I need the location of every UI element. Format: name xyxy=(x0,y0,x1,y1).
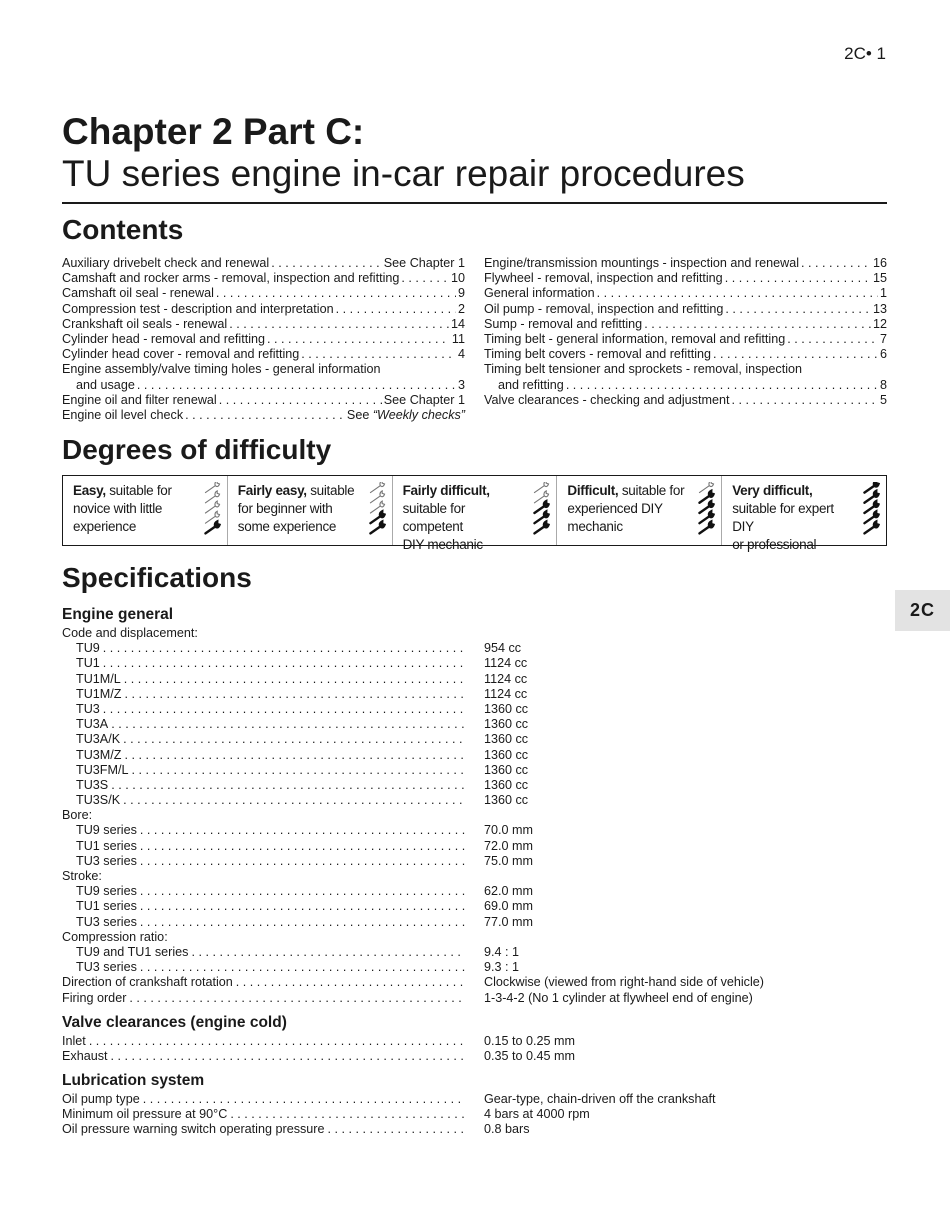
spec-label: TU1 series xyxy=(76,838,137,853)
contents-entry[interactable] xyxy=(62,286,465,301)
spec-value: 0.35 to 0.45 mm xyxy=(484,1048,576,1063)
spec-label-cell xyxy=(62,1092,465,1107)
spec-row xyxy=(62,808,887,823)
spec-label-cell xyxy=(62,915,465,930)
spec-label: TU9 xyxy=(76,641,100,656)
spec-row xyxy=(62,975,887,990)
wrench-rating-icon xyxy=(695,482,717,538)
contents-entry-label: Engine oil level check xyxy=(62,408,184,423)
difficulty-box xyxy=(62,475,887,552)
spec-label-cell xyxy=(62,884,465,899)
spec-label: TU9 series xyxy=(76,884,137,899)
contents-entry-ref: 14 xyxy=(450,316,465,331)
spec-label: Inlet xyxy=(62,1033,86,1048)
spec-value: 1124 cc xyxy=(484,671,528,686)
difficulty-line-1 xyxy=(238,482,362,500)
contents-entry[interactable] xyxy=(62,317,465,332)
contents-entry[interactable] xyxy=(484,362,887,377)
leader-dots xyxy=(140,960,465,975)
spec-section-title: Valve clearances (engine cold) xyxy=(62,1013,287,1031)
spec-row xyxy=(62,1107,887,1122)
leader-dots xyxy=(140,899,465,914)
contents-entry-ref: 4 xyxy=(457,347,465,362)
contents-entry-label: Flywheel - removal, inspection and refitting xyxy=(484,271,723,286)
leader-dots xyxy=(131,763,465,778)
contents-entry-label: Crankshaft oil seals - renewal xyxy=(62,316,228,331)
contents-entry-ref: 6 xyxy=(879,347,887,362)
leader-dots xyxy=(191,945,465,960)
spec-label-cell xyxy=(62,641,465,656)
leader-dots xyxy=(267,332,450,347)
contents-entry-ref: 11 xyxy=(451,332,465,347)
contents-entry-ref: 3 xyxy=(457,377,465,392)
spec-label: TU3 xyxy=(76,701,100,716)
contents-entry-label: Cylinder head cover - removal and refitting xyxy=(62,347,300,362)
spec-label-cell xyxy=(62,945,465,960)
leader-dots xyxy=(801,256,871,271)
spec-row xyxy=(62,1049,887,1064)
wrench-rating-icon xyxy=(201,482,223,538)
spec-value: 1360 cc xyxy=(484,793,529,808)
ref-italic: “Weekly checks” xyxy=(372,408,465,423)
leader-dots xyxy=(725,271,871,286)
contents-entry-label: Camshaft and rocker arms - removal, inspection and refitting xyxy=(62,271,400,286)
spec-row xyxy=(62,823,887,838)
spec-label-cell xyxy=(62,899,465,914)
spec-value: 70.0 mm xyxy=(484,823,533,838)
leader-dots xyxy=(124,748,465,763)
spec-label: Stroke: xyxy=(62,869,102,883)
spec-label: TU3S xyxy=(76,777,109,792)
contents-entry-label: Timing belt - general information, removal and refitting xyxy=(484,332,786,347)
spec-label: Exhaust xyxy=(62,1048,108,1063)
difficulty-line-3: experience xyxy=(73,519,137,534)
spec-row xyxy=(62,656,887,671)
contents-entry-label: Oil pump - removal, inspection and refitting xyxy=(484,301,724,316)
difficulty-line-3: or professional xyxy=(732,537,817,552)
spec-row xyxy=(62,717,887,732)
contents-entry[interactable] xyxy=(484,256,887,271)
spec-value: 1360 cc xyxy=(484,717,529,732)
spec-row xyxy=(62,960,887,975)
spec-label-cell xyxy=(62,975,465,990)
spec-value: 0.15 to 0.25 mm xyxy=(484,1033,576,1048)
spec-value: Gear-type, chain-driven off the crankshaft xyxy=(484,1092,716,1107)
wrench-rating-icon xyxy=(860,482,882,538)
contents-left-column xyxy=(62,256,465,423)
difficulty-line-1 xyxy=(403,482,527,500)
leader-dots xyxy=(301,347,456,362)
leader-dots xyxy=(401,271,449,286)
spec-label: Code and displacement: xyxy=(62,626,198,640)
contents-entry[interactable] xyxy=(484,286,887,301)
difficulty-level xyxy=(721,476,886,552)
spec-label: Minimum oil pressure at 90°C xyxy=(62,1107,228,1122)
difficulty-line-3: DIY mechanic xyxy=(402,537,483,552)
contents-entry[interactable] xyxy=(484,378,887,393)
spec-label-cell xyxy=(62,839,465,854)
spec-row xyxy=(62,1122,887,1137)
spec-value: 4 bars at 4000 rpm xyxy=(484,1107,590,1122)
contents-entry-label: Sump - removal and refitting xyxy=(484,316,643,331)
difficulty-line-2: suitable for expert DIY xyxy=(732,501,834,534)
leader-dots xyxy=(124,672,465,687)
leader-dots xyxy=(140,915,465,930)
contents-entry-label: Engine oil and filter renewal xyxy=(62,392,217,407)
spec-label: Bore: xyxy=(62,808,93,823)
wrench-rating-icon xyxy=(366,482,388,538)
spec-value: 1124 cc xyxy=(484,686,528,701)
spec-row xyxy=(62,641,887,656)
difficulty-name: Very difficult, xyxy=(732,483,813,498)
spec-label: TU1M/L xyxy=(76,671,121,686)
spec-label: TU3 series xyxy=(76,960,137,975)
spec-value: 69.0 mm xyxy=(484,899,533,914)
spec-row xyxy=(62,778,887,793)
leader-dots xyxy=(123,793,465,808)
contents-entry-label: Timing belt covers - removal and refitting xyxy=(484,347,712,362)
spec-section-title: Engine general xyxy=(62,606,174,623)
contents-entry-ref: 13 xyxy=(872,301,887,316)
leader-dots xyxy=(111,717,465,732)
contents-entry-label: and usage xyxy=(76,377,135,392)
contents-right-column xyxy=(484,256,887,408)
spec-label: TU1 series xyxy=(76,899,137,914)
spec-label: TU3A/K xyxy=(76,732,121,747)
spec-label-cell xyxy=(62,1122,465,1137)
contents-entry-label: Auxiliary drivebelt check and renewal xyxy=(62,256,270,270)
spec-row xyxy=(62,687,887,702)
difficulty-level xyxy=(227,476,392,545)
difficulty-heading: Degrees of difficulty xyxy=(62,434,332,465)
contents-entry-label: Camshaft oil seal - renewal xyxy=(62,286,214,301)
difficulty-level xyxy=(392,476,557,552)
contents-entry[interactable] xyxy=(484,393,887,408)
contents-entry-ref: 15 xyxy=(872,271,887,286)
spec-label: Oil pressure warning switch operating pressure xyxy=(62,1122,325,1137)
leader-dots xyxy=(185,408,345,423)
spec-row xyxy=(62,854,887,869)
spec-label-cell xyxy=(62,960,465,975)
leader-dots xyxy=(124,687,465,702)
contents-entry[interactable] xyxy=(484,317,887,332)
spec-row xyxy=(62,899,887,914)
spec-value: 1360 cc xyxy=(484,747,529,762)
spec-label: Direction of crankshaft rotation xyxy=(62,975,233,990)
spec-label: TU1M/Z xyxy=(76,686,122,701)
spec-label-cell xyxy=(62,808,465,823)
contents-entry[interactable] xyxy=(62,393,465,408)
leader-dots xyxy=(140,839,465,854)
contents-entry-ref: 8 xyxy=(879,377,887,392)
leader-dots xyxy=(129,991,465,1006)
contents-entry-ref: 1 xyxy=(879,286,887,301)
leader-dots xyxy=(219,393,382,408)
specifications-heading: Specifications xyxy=(62,562,252,593)
difficulty-line-1 xyxy=(73,482,197,500)
spec-label: TU9 and TU1 series xyxy=(76,944,189,959)
leader-dots xyxy=(140,823,465,838)
spec-label-cell xyxy=(62,869,465,884)
spec-label: TU9 series xyxy=(76,823,137,838)
difficulty-name: Fairly difficult, xyxy=(402,483,490,498)
difficulty-line-2: experienced DIY xyxy=(567,501,663,516)
spec-label-cell xyxy=(62,626,465,641)
spec-value: 1360 cc xyxy=(484,732,529,747)
contents-entry[interactable] xyxy=(484,332,887,347)
leader-dots xyxy=(89,1034,465,1049)
spec-value: 1360 cc xyxy=(484,762,529,777)
leader-dots xyxy=(140,884,465,899)
leader-dots xyxy=(328,1122,466,1137)
difficulty-line-2: for beginner with xyxy=(237,501,333,516)
spec-label: TU3 series xyxy=(76,914,137,929)
difficulty-line-1 xyxy=(732,482,856,500)
spec-value: 75.0 mm xyxy=(484,853,533,868)
spec-label: TU3A xyxy=(76,717,109,732)
spec-label-cell xyxy=(62,702,465,717)
leader-dots xyxy=(111,778,465,793)
leader-dots xyxy=(140,854,465,869)
spec-label-cell xyxy=(62,778,465,793)
contents-entry-ref: 9 xyxy=(457,286,465,301)
wrench-rating-icon xyxy=(530,482,552,538)
spec-value: 77.0 mm xyxy=(484,914,533,929)
contents-entry[interactable] xyxy=(62,256,465,271)
spec-label-cell xyxy=(62,930,465,945)
leader-dots xyxy=(713,347,878,362)
leader-dots xyxy=(336,302,456,317)
chapter-subtitle: TU series engine in-car repair procedures xyxy=(62,153,745,194)
spec-label-cell xyxy=(62,687,465,702)
spec-label-cell xyxy=(62,656,465,671)
spec-row xyxy=(62,626,887,641)
contents-entry-label: Engine/transmission mountings - inspection and renewal xyxy=(484,256,800,270)
spec-value: 1360 cc xyxy=(484,701,529,716)
leader-dots xyxy=(137,378,456,393)
contents-entry[interactable] xyxy=(62,332,465,347)
spec-value: 62.0 mm xyxy=(484,884,533,899)
difficulty-line-3: mechanic xyxy=(567,519,623,534)
contents-entry-ref: 2 xyxy=(457,301,465,316)
spec-row xyxy=(62,1092,887,1107)
chapter-title: Chapter 2 Part C: xyxy=(62,111,365,152)
contents-entry-label: Engine assembly/valve timing holes - general information xyxy=(62,362,381,377)
contents-entry-label: Timing belt tensioner and sprockets - removal, inspection xyxy=(484,362,803,377)
contents-entry-ref: See Chapter 1 xyxy=(383,392,465,407)
contents-entry-label: Cylinder head - removal and refitting xyxy=(62,332,266,347)
spec-row xyxy=(62,945,887,960)
contents-entry[interactable] xyxy=(62,378,465,393)
contents-entry[interactable] xyxy=(484,271,887,286)
leader-dots xyxy=(216,286,456,301)
spec-label-cell xyxy=(62,823,465,838)
spec-row xyxy=(62,839,887,854)
contents-entry[interactable] xyxy=(62,362,465,377)
spec-value: 0.8 bars xyxy=(484,1122,530,1137)
spec-value: Clockwise (viewed from right-hand side of vehicle) xyxy=(484,975,764,990)
difficulty-line-2: suitable for competent xyxy=(402,501,466,534)
leader-dots xyxy=(103,656,465,671)
leader-dots xyxy=(271,256,382,271)
spec-value: 1124 cc xyxy=(484,656,528,671)
contents-entry-label: Compression test - description and interpretation xyxy=(62,301,334,316)
spec-label: TU3 series xyxy=(76,853,137,868)
contents-entry[interactable] xyxy=(62,347,465,362)
leader-dots xyxy=(123,732,465,747)
spec-row xyxy=(62,793,887,808)
contents-entry-ref: 7 xyxy=(879,332,887,347)
spec-section-title: Lubrication system xyxy=(62,1072,205,1090)
contents-entry-ref: 5 xyxy=(879,392,887,407)
spec-label-cell xyxy=(62,763,465,778)
leader-dots xyxy=(597,286,878,301)
spec-row xyxy=(62,930,887,945)
spec-label: Firing order xyxy=(62,990,127,1005)
spec-value: 9.4 : 1 xyxy=(484,944,520,959)
leader-dots xyxy=(143,1092,465,1107)
spec-row xyxy=(62,732,887,747)
leader-dots xyxy=(787,332,878,347)
contents-entry[interactable] xyxy=(62,302,465,317)
spec-row xyxy=(62,748,887,763)
spec-label-cell xyxy=(62,793,465,808)
spec-value: 72.0 mm xyxy=(484,838,533,853)
difficulty-line-3: some experience xyxy=(237,519,337,534)
spec-row xyxy=(62,763,887,778)
spec-label: TU3FM/L xyxy=(76,762,129,777)
contents-entry-ref: 16 xyxy=(872,256,887,270)
spec-value: 1360 cc xyxy=(484,777,529,792)
leader-dots xyxy=(103,641,465,656)
spec-row xyxy=(62,884,887,899)
contents-entry-ref: 10 xyxy=(450,271,465,286)
spec-label-cell xyxy=(62,732,465,747)
page-number: 2C• 1 xyxy=(844,44,886,63)
difficulty-name: Difficult, xyxy=(567,483,619,498)
specifications-body xyxy=(62,598,887,1138)
difficulty-desc: suitable for xyxy=(618,483,685,498)
spec-label-cell xyxy=(62,854,465,869)
spec-row xyxy=(62,915,887,930)
contents-entry-ref: 12 xyxy=(872,316,887,331)
difficulty-line-1 xyxy=(567,482,691,500)
spec-row xyxy=(62,672,887,687)
contents-entry-label: General information xyxy=(484,286,595,301)
spec-label-cell xyxy=(62,1034,465,1049)
spec-label-cell xyxy=(62,717,465,732)
chapter-side-tab[interactable]: 2C xyxy=(895,590,950,631)
contents-entry[interactable] xyxy=(62,408,465,423)
contents-entry[interactable] xyxy=(484,347,887,362)
spec-label: Oil pump type xyxy=(62,1092,140,1107)
spec-label: TU1 xyxy=(76,656,100,671)
difficulty-desc: suitable xyxy=(306,483,355,498)
difficulty-name: Fairly easy, xyxy=(237,483,307,498)
leader-dots xyxy=(111,1049,465,1064)
leader-dots xyxy=(644,317,871,332)
leader-dots xyxy=(103,702,465,717)
spec-label-cell xyxy=(62,1107,465,1122)
spec-label-cell xyxy=(62,1049,465,1064)
spec-value: 9.3 : 1 xyxy=(484,960,520,975)
spec-label-cell xyxy=(62,748,465,763)
spec-value: 954 cc xyxy=(484,641,522,656)
spec-label: TU3M/Z xyxy=(76,747,122,762)
difficulty-name: Easy, xyxy=(73,483,106,498)
contents-entry-ref: See Chapter 1 xyxy=(383,256,465,270)
spec-row xyxy=(62,869,887,884)
contents-entry-ref xyxy=(347,408,465,423)
spec-label-cell xyxy=(62,991,465,1006)
leader-dots xyxy=(230,1107,465,1122)
difficulty-level xyxy=(63,476,227,545)
spec-value: 1-3-4-2 (No 1 cylinder at flywheel end of engine) xyxy=(484,990,753,1005)
contents-entry[interactable] xyxy=(484,302,887,317)
difficulty-desc: suitable for xyxy=(105,483,172,498)
contents-entry[interactable] xyxy=(62,271,465,286)
leader-dots xyxy=(731,393,878,408)
spec-label: TU3S/K xyxy=(76,793,121,808)
spec-row xyxy=(62,991,887,1006)
title-rule xyxy=(62,202,887,204)
leader-dots xyxy=(725,302,871,317)
spec-label: Compression ratio: xyxy=(62,929,168,944)
contents-entry-label: Valve clearances - checking and adjustment xyxy=(484,392,730,407)
leader-dots xyxy=(566,378,878,393)
spec-label-cell xyxy=(62,672,465,687)
difficulty-line-2: novice with little xyxy=(73,501,163,516)
difficulty-level xyxy=(556,476,721,545)
leader-dots xyxy=(236,975,465,990)
ref-prefix: See xyxy=(346,408,373,423)
contents-entry-label: and refitting xyxy=(498,377,564,392)
spec-row xyxy=(62,702,887,717)
leader-dots xyxy=(229,317,449,332)
spec-row xyxy=(62,1034,887,1049)
contents-heading: Contents xyxy=(62,214,184,245)
